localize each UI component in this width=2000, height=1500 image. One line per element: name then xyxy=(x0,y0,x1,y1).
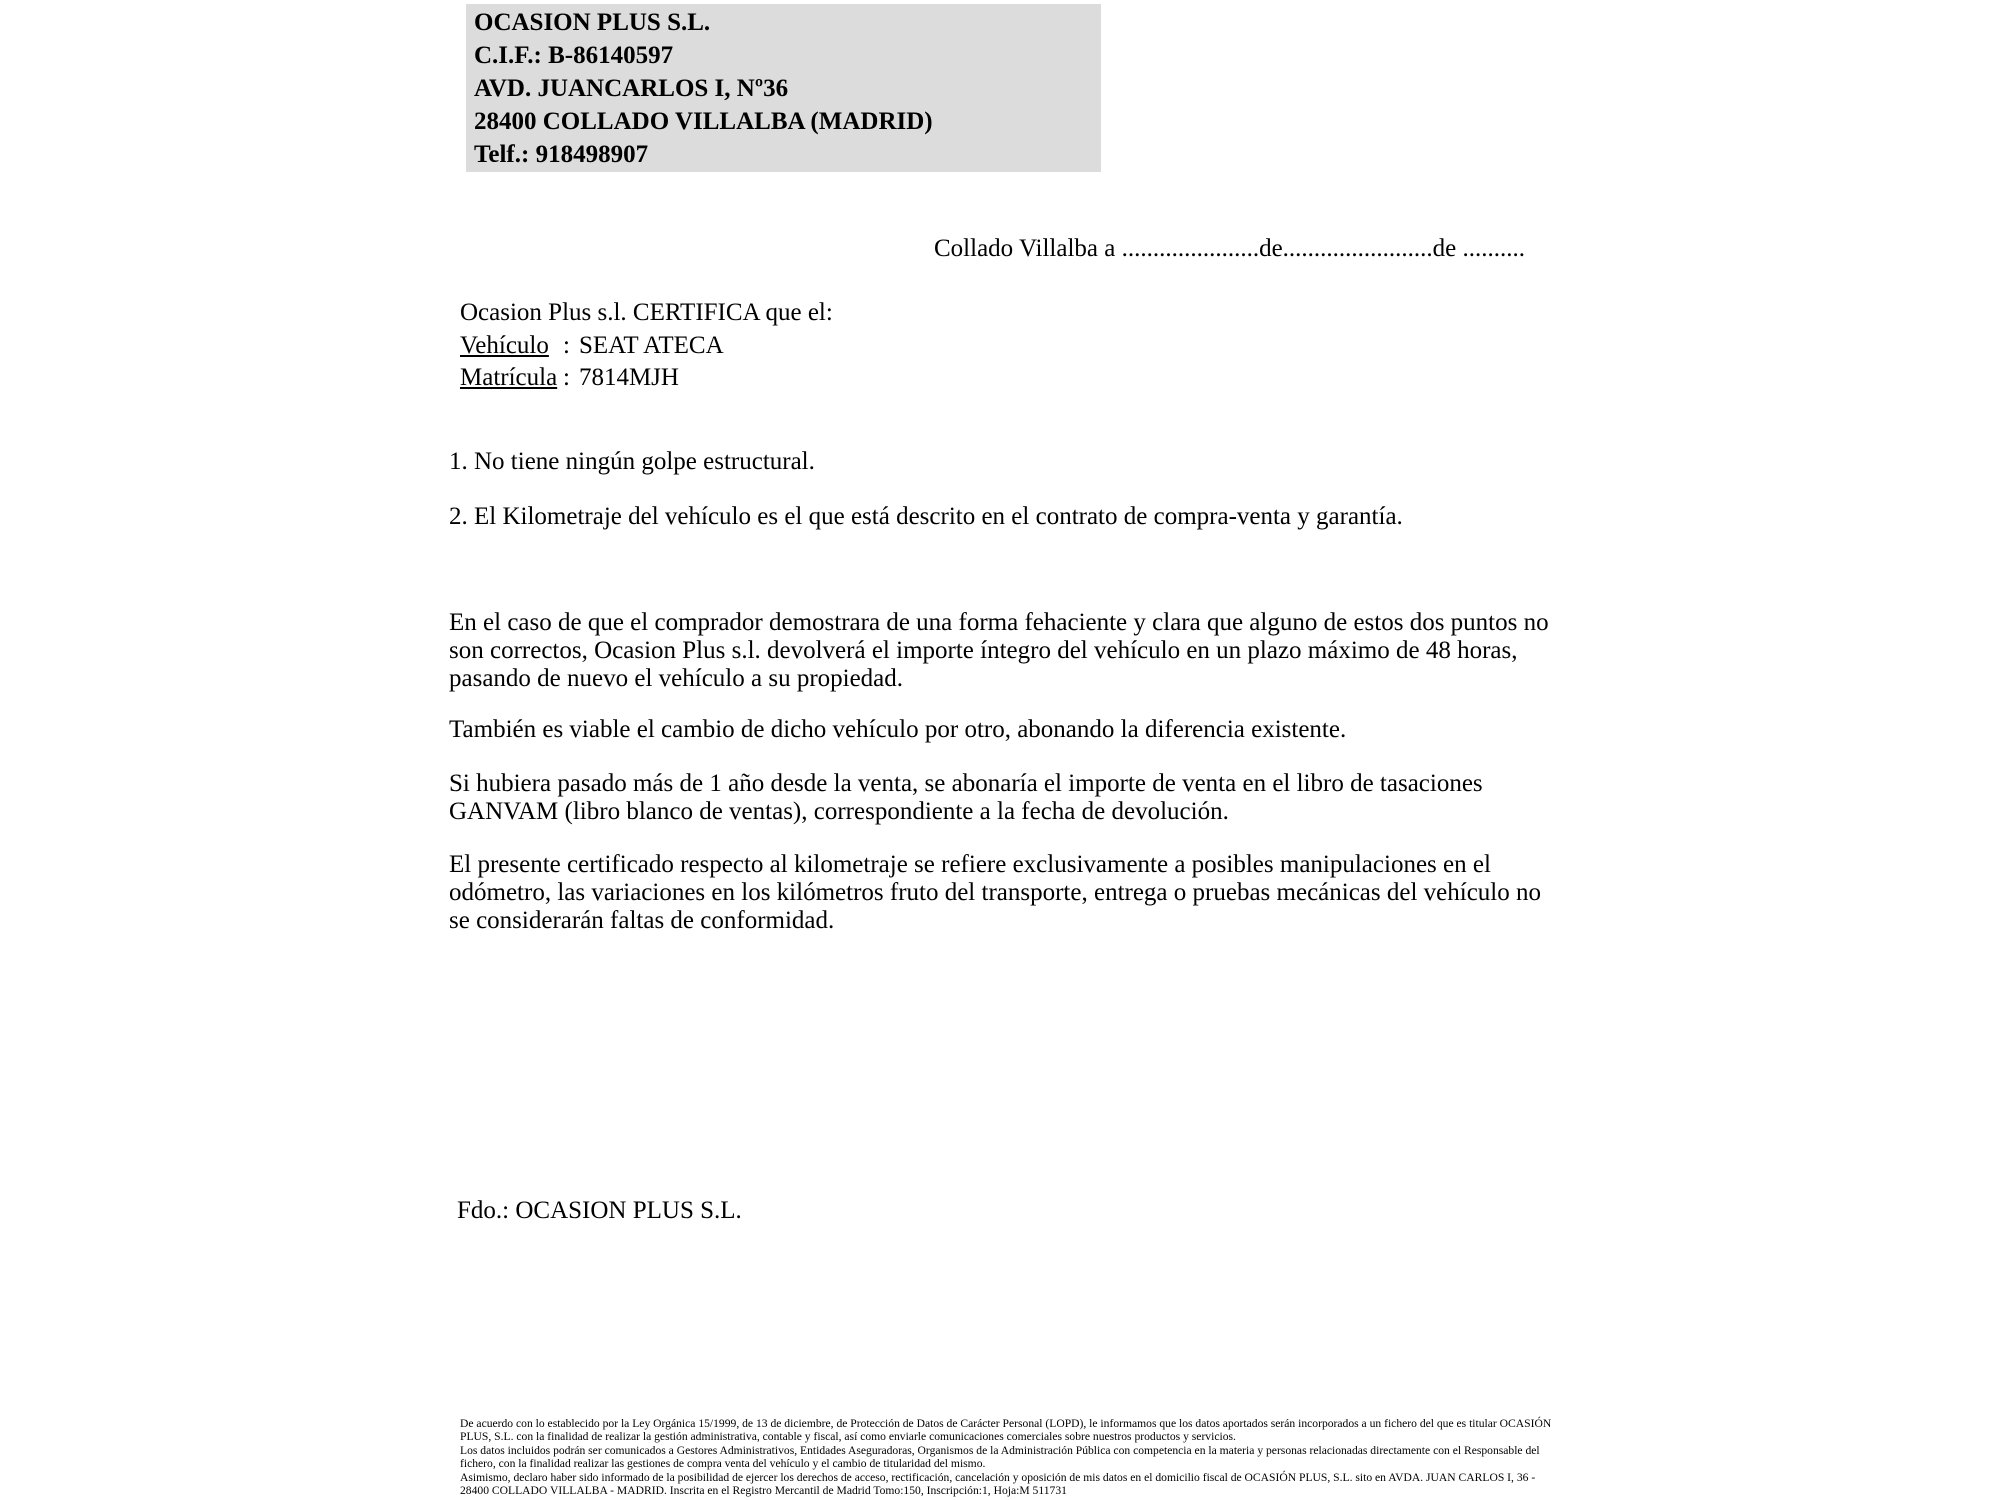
vehicle-value: SEAT ATECA xyxy=(578,331,724,359)
paragraph-odometer-disclaimer: El presente certificado respecto al kilometraje se refiere exclusivamente a posibles manipulaciones en el odómetro, las variaciones en los kilómetros fruto del transporte, entrega o pruebas mecánicas del vehículo no se considerarán faltas de conformidad. xyxy=(449,851,1542,934)
vehicle-label: Vehículo xyxy=(460,331,549,359)
paragraph-refund-condition: En el caso de que el comprador demostrara de una forma fehaciente y clara que alguno de estos dos puntos no son correctos, Ocasion Plus s.l. devolverá el importe íntegro del vehículo en un plazo máximo de 48 horas, pasando de nuevo el vehículo a su propiedad. xyxy=(449,609,1549,692)
vehicle-separator: : xyxy=(563,331,570,359)
certificate-intro: Ocasion Plus s.l. CERTIFICA que el: xyxy=(460,299,833,326)
plate-separator: : xyxy=(563,364,570,391)
legal-paragraph-lopd: De acuerdo con lo establecido por la Ley Orgánica 15/1999, de 13 de diciembre, de Protección de Datos de Carácter Personal (LOPD), le informamos que los datos aportados serán incorporados a un fichero del que es titular OCASIÓN PLUS, S.L. con la finalidad de realizar la gestión administrativa, contable y fiscal, así como enviarle comunicaciones comerciales sobre nuestros productos y servicios. xyxy=(460,1417,1552,1444)
certificate-block xyxy=(460,297,833,395)
signature-line: Fdo.: OCASION PLUS S.L. xyxy=(457,1197,742,1224)
legal-footer xyxy=(460,1417,1554,1497)
company-city-address: 28400 COLLADO VILLALBA (MADRID) xyxy=(474,108,933,135)
paragraph-exchange-option: También es viable el cambio de dicho vehículo por otro, abonando la diferencia existente. xyxy=(449,716,1347,743)
legal-paragraph-rights: Asimismo, declaro haber sido informado de la posibilidad de ejercer los derechos de acceso, rectificación, cancelación y oposición de mis datos en el domicilio fiscal de OCASIÓN PLUS, S.L. sito en AVDA. JUAN CARLOS I, 36 - 28400 COLLADO VILLALBA - MADRID. Inscrita en el Registro Mercantil de Madrid Tomo:150, Inscripción:1, Hoja:M 511731 xyxy=(460,1470,1536,1498)
statement-no-structural-damage: 1. No tiene ningún golpe estructural. xyxy=(449,448,815,475)
company-cif: C.I.F.: B-86140597 xyxy=(474,42,674,69)
plate-label-cell xyxy=(460,362,563,395)
company-phone: Telf.: 918498907 xyxy=(474,141,649,168)
vehicle-label-cell xyxy=(460,330,563,363)
legal-paragraph-data-sharing: Los datos incluidos podrán ser comunicados a Gestores Administrativos, Entidades Aseguradoras, Organismos de la Administración Pública con competencia en la materia y personas relacionadas directamente con el Responsable del fichero, con la finalidad realizar las gestiones de compra venta del vehículo y el cambio de titularidad del mismo. xyxy=(460,1443,1540,1471)
company-letterhead-box xyxy=(466,4,1101,172)
company-street-address: AVD. JUANCARLOS I, Nº36 xyxy=(474,75,789,102)
vehicle-field xyxy=(460,330,833,363)
statement-mileage: 2. El Kilometraje del vehículo es el que está descrito en el contrato de compra-venta y garantía. xyxy=(449,503,1403,530)
company-name: OCASION PLUS S.L. xyxy=(474,9,711,36)
plate-field xyxy=(460,362,833,395)
plate-value: 7814MJH xyxy=(578,364,679,391)
date-line: Collado Villalba a ......................de........................de .......... xyxy=(934,235,1526,262)
paragraph-ganvam-valuation: Si hubiera pasado más de 1 año desde la venta, se abonaría el importe de venta en el libro de tasaciones GANVAM (libro blanco de ventas), correspondiente a la fecha de devolución. xyxy=(449,770,1483,825)
plate-label: Matrícula xyxy=(460,364,558,391)
